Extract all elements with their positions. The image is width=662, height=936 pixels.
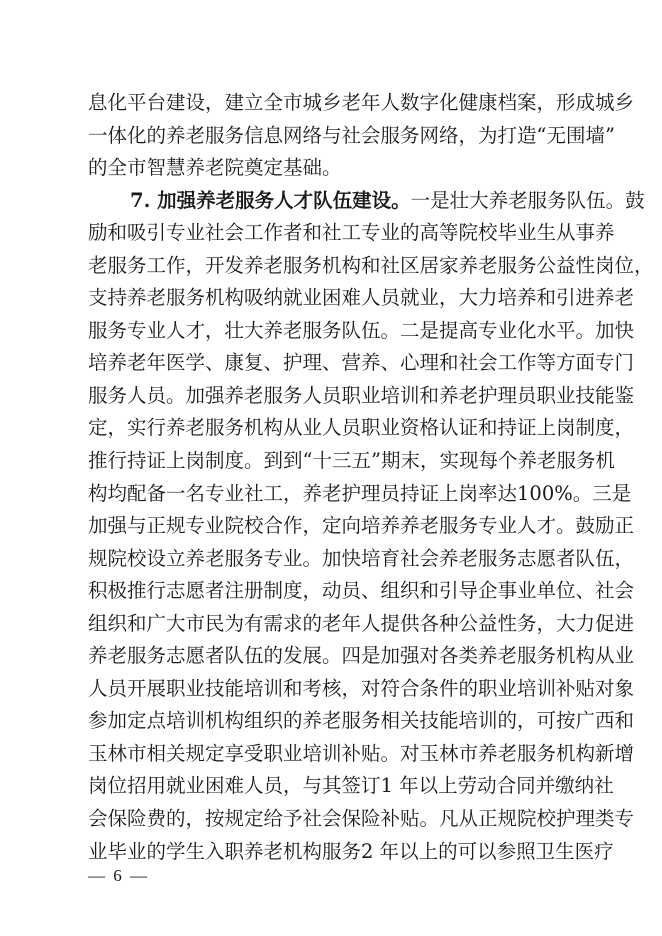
text-line: 岗位招用就业困难人员，与其签订1 年以上劳动合同并缴纳社 <box>88 774 614 798</box>
text-line: 服务专业人才，壮大养老服务队伍。二是提高专业化水平。加快 <box>88 318 635 342</box>
text-line: 培养老年医学、康复、护理、营养、心理和社会工作等方面专门 <box>88 351 635 375</box>
text-line: 加强与正规专业院校合作，定向培养养老服务专业人才。鼓励正 <box>88 514 635 538</box>
text-line: 励和吸引专业社会工作者和社工专业的高等院校毕业生从事养 <box>88 221 615 245</box>
text-line: 人员开展职业技能培训和考核，对符合条件的职业培训补贴对象 <box>88 676 635 700</box>
text-line: 养老服务志愿者队伍的发展。四是加强对各类养老服务机构从业 <box>88 644 635 668</box>
section-7-line <box>88 185 645 218</box>
document-body <box>88 87 654 868</box>
text-line: 服务人员。加强养老服务人员职业培训和养老护理员职业技能鉴 <box>88 383 635 407</box>
text-line: 业毕业的学生入职养老机构服务2 年以上的可以参照卫生医疗 <box>88 839 614 863</box>
text-line: 老服务工作，开发养老服务机构和社区居家养老服务公益性岗位， <box>88 253 654 277</box>
text-line: 组织和广大市民为有需求的老年人提供各种公益性务，大力促进 <box>88 611 635 635</box>
page-number: — 6 — <box>88 866 149 885</box>
text-line: 一体化的养老服务信息网络与社会服务网络，为打造“无围墙” <box>88 123 615 147</box>
text-line: 的全市智慧养老院奠定基础。 <box>88 156 342 180</box>
text-line: 支持养老服务机构吸纳就业困难人员就业，大力培养和引进养老 <box>88 286 635 310</box>
text-line: 规院校设立养老服务专业。加快培育社会养老服务志愿者队伍， <box>88 546 635 570</box>
text-line: 推行持证上岗制度。到到“十三五”期末，实现每个养老服务机 <box>88 449 615 473</box>
text-span: 一是壮大养老服务队伍。鼓 <box>410 188 645 212</box>
text-line: 玉林市相关规定享受职业培训补贴。对玉林市养老服务机构新增 <box>88 741 635 765</box>
text-line: 参加定点培训机构组织的养老服务相关技能培训的，可按广西和 <box>88 709 635 733</box>
text-line: 定，实行养老服务机构从业人员职业资格认证和持证上岗制度， <box>88 416 635 440</box>
text-line: 息化平台建设，建立全市城乡老年人数字化健康档案，形成城乡 <box>88 91 635 114</box>
text-line: 积极推行志愿者注册制度，动员、组织和引导企事业单位、社会 <box>88 579 635 603</box>
text-line: 会保险费的，按规定给予社会保险补贴。凡从正规院校护理类专 <box>88 807 635 831</box>
section-heading: 7. 加强养老服务人才队伍建设。 <box>130 188 411 212</box>
text-line: 构均配备一名专业社工，养老护理员持证上岗率达100%。三是 <box>88 481 632 505</box>
